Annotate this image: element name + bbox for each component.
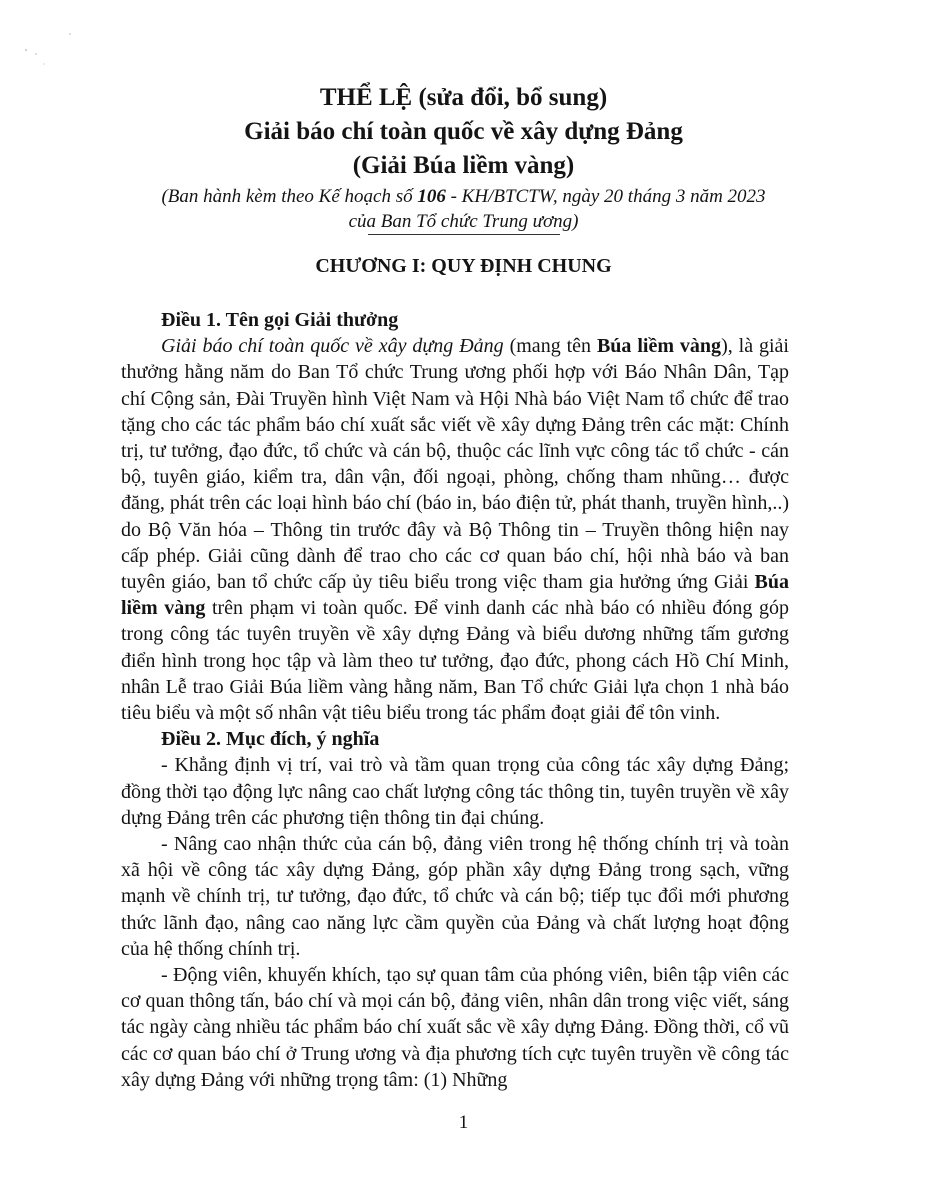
- document-subtitle: Giải báo chí toàn quốc về xây dựng Đảng: [244, 118, 683, 145]
- plan-number: 106: [417, 186, 446, 207]
- award-official-name: Giải báo chí toàn quốc về xây dựng Đảng: [161, 335, 504, 358]
- scan-speck-marks: [22, 30, 82, 70]
- article-2-point-1: - Khẳng định vị trí, vai trò và tầm quan trọng của công tác xây dựng Đảng; đồng thời tạo động lực nâng cao chất lượng công tác thông tin, tuyên truyền về xây dựng Đảng trên các phương tiện thông tin đại chúng.: [121, 754, 789, 829]
- issuance-prefix: (Ban hành kèm theo Kế hoạch số: [161, 186, 418, 207]
- page-number: 1: [458, 1112, 469, 1133]
- article-2-point-3: - Động viên, khuyến khích, tạo sự quan tâm của phóng viên, biên tập viên các cơ quan thông tấn, báo chí và mọi cán bộ, đảng viên, nhân dân trong việc viết, sáng tác ngày càng nhiều tác phẩm báo chí xuất sắc về xây dựng Đảng. Đồng thời, cổ vũ các cơ quan báo chí ở Trung ương và địa phương tích cực tuyên truyền về công tác xây dựng Đảng với những trọng tâm: (1) Những: [121, 964, 789, 1091]
- paragraph-text: trên phạm vi toàn quốc. Để vinh danh các nhà báo có nhiều đóng góp trong công tác tuyên truyền về xây dựng Đảng và biểu dương những tấm gương điển hình trong học tập và làm theo tư tưởng, đạo đức, phong cách Hồ Chí Minh, nhân Lễ trao Giải Búa liềm vàng hằng năm, Ban Tổ chức Giải lựa chọn 1 nhà báo tiêu biểu và một số nhân vật tiêu biểu trong tác phẩm đoạt giải để tôn vinh.: [121, 597, 789, 725]
- article-2-heading: Điều 2. Mục đích, ý nghĩa: [161, 728, 380, 751]
- chapter-heading: CHƯƠNG I: QUY ĐỊNH CHUNG: [315, 255, 612, 277]
- issuance-note-line1: [0, 184, 927, 209]
- award-short-name: Búa liềm vàng: [121, 571, 789, 620]
- issuance-suffix: - KH/BTCTW, ngày 20 tháng 3 năm 2023: [445, 186, 766, 207]
- award-short-name: Búa liềm vàng: [596, 335, 722, 358]
- paragraph-text: (mang tên: [503, 335, 597, 358]
- article-1-paragraph: [121, 333, 789, 726]
- document-body: [121, 307, 789, 1093]
- paragraph-text: ), là giải thưởng hằng năm do Ban Tổ chức Trung ương phối hợp với Báo Nhân Dân, Tạp chí Cộng sản, Đài Truyền hình Việt Nam và Hội Nhà báo Việt Nam tổ chức để trao tặng cho các tác phẩm báo chí xuất sắc viết về xây dựng Đảng trên các mặt: Chính trị, tư tưởng, đạo đức, tổ chức và cán bộ, thuộc các lĩnh vực công tác tổ chức - cán bộ, tuyên giáo, kiểm tra, dân vận, đối ngoại, phòng, chống tham nhũng… được đăng, phát trên các loại hình báo chí (báo in, báo điện tử, phát thanh, truyền hình,..) do Bộ Văn hóa – Thông tin trước đây và Bộ Thông tin – Truyền thông hiện nay cấp phép. Giải cũng dành để trao cho các cơ quan báo chí, hội nhà báo và ban tuyên giáo, ban tổ chức cấp ủy tiêu biểu trong việc tham gia hưởng ứng Giải: [121, 335, 789, 594]
- title-underline: [368, 234, 560, 235]
- document-title: THỂ LỆ (sửa đổi, bổ sung): [319, 84, 608, 111]
- award-name: (Giải Búa liềm vàng): [352, 152, 575, 179]
- article-1-heading: Điều 1. Tên gọi Giải thưởng: [161, 309, 399, 331]
- article-2-point-2: - Nâng cao nhận thức của cán bộ, đảng viên trong hệ thống chính trị và toàn xã hội về công tác xây dựng Đảng, góp phần xây dựng Đảng trong sạch, vững mạnh về chính trị, tư tưởng, đạo đức, tổ chức và cán bộ; tiếp tục đổi mới phương thức lãnh đạo, nâng cao năng lực cầm quyền của Đảng và chất lượng hoạt động của hệ thống chính trị.: [121, 833, 789, 960]
- issuance-note-line2: của Ban Tổ chức Trung ương): [348, 211, 579, 232]
